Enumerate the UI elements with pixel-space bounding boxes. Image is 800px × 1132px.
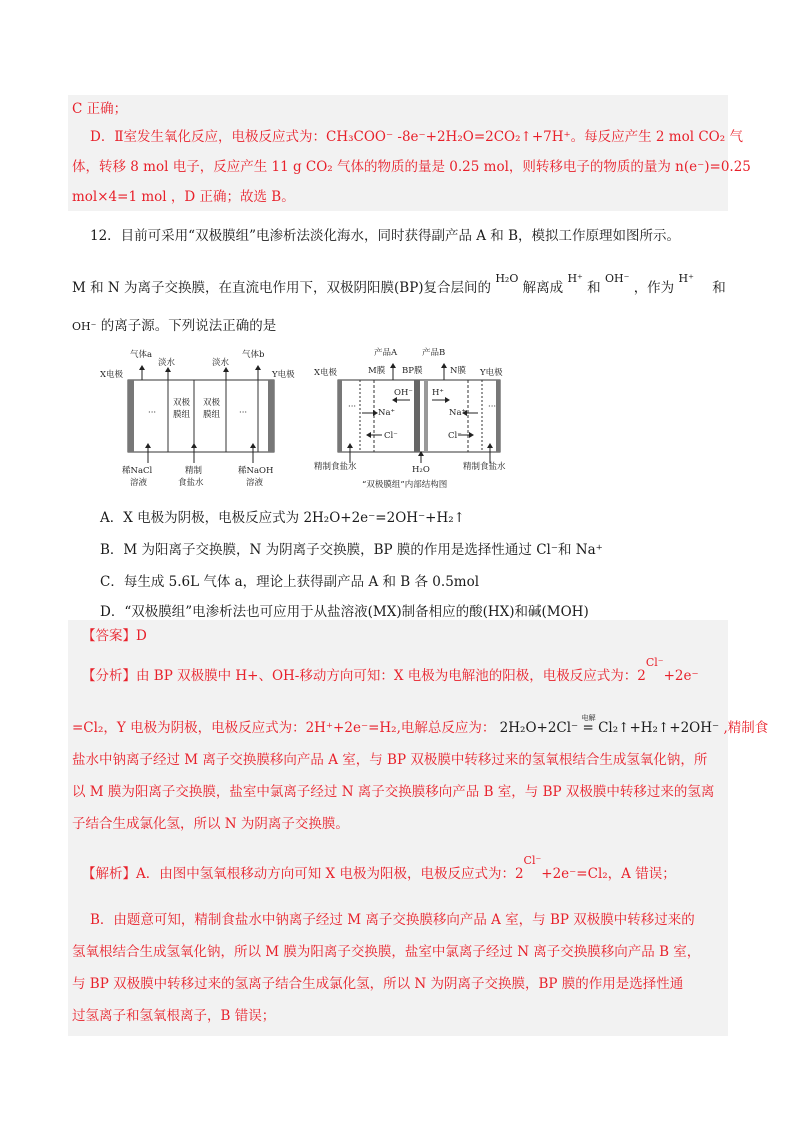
analysis-line-3: 盐水中钠离子经过 M 离子交换膜移向产品 A 室，与 BP 双极膜中转移过来的氢氧根结合生成氢氧化钠，所 (72, 752, 708, 768)
answer-line-3: 体，转移 8 mol 电子，反应产生 11 g CO₂ 气体的物质的量是 0.25 mol，则转移电子的物质的量为 n(e⁻)=0.25 (72, 159, 751, 175)
gas-a-label: 气体a (130, 350, 153, 360)
m-membrane-label: M膜 (368, 366, 386, 376)
option-c: C．每生成 5.6L 气体 a，理论上获得副产品 A 和 B 各 0.5mol (100, 574, 480, 590)
electrolysis-mark: 电解 (581, 714, 596, 722)
ohminus-ion: OH⁻ (604, 272, 630, 285)
analysis-line-2 (72, 714, 769, 738)
left-diagram (100, 349, 295, 488)
analysis-text-2a: =Cl₂，Y 电极为阴极，电极反应式为：2H⁺+2e⁻=H₂,电解总反应为： (72, 720, 496, 736)
bp-membrane-label: BP膜 (402, 366, 423, 376)
right-diagram (314, 347, 506, 490)
question-line-1: 12．目前可采用“双极膜组”电渗析法淡化海水，同时获得副产品 A 和 B，模拟工作原理如图所示。 (90, 228, 681, 244)
water-label: H₂O (412, 465, 430, 475)
question-line-3 (72, 316, 276, 337)
na-ion-left: Na⁺ (378, 408, 395, 418)
cl-sup-2: Cl⁻ (523, 854, 542, 867)
q2-text-b: 解离成 (522, 280, 564, 296)
product-a-label: 产品A (374, 348, 398, 358)
dots-right-right: ··· (488, 402, 497, 412)
fresh-water-1: 淡水 (158, 358, 176, 368)
dots-right-left: ··· (348, 402, 357, 412)
answer-line-2: D．Ⅱ室发生氧化反应，电极反应式为：CH₃COO⁻ -8e⁻+2H₂O=2CO₂↑+7H⁺。每反应产生 2 mol CO₂ 气 (90, 129, 743, 145)
q2-text-he: 和 (587, 280, 601, 296)
q2-text-c: ，作为 (633, 280, 675, 296)
bp-group-1-a: 双极 (173, 398, 191, 408)
diagram-caption: “双极膜组”内部结构图 (362, 480, 448, 490)
n-membrane-label: N膜 (450, 366, 466, 376)
analysis-line-1 (82, 656, 699, 687)
salt-water-right: 精制食盐水 (463, 462, 506, 472)
answer-line-1: C 正确； (72, 101, 128, 117)
gas-b-label: 气体b (242, 350, 265, 360)
explain-line-4: 与 BP 双极膜中转移过来的氢离子结合生成氯化氢，所以 N 为阴离子交换膜，BP 膜的作用是选择性通 (72, 976, 684, 992)
h-ion-label: H⁺ (432, 388, 444, 398)
na-ion-right: Na⁺ (449, 408, 466, 418)
nacl-label-2: 溶液 (130, 478, 148, 488)
product-b-label: 产品B (422, 348, 446, 358)
ohminus-ion-3: OH⁻ (72, 320, 97, 333)
cl-sup-1: Cl⁻ (645, 656, 664, 669)
bp-group-2-a: 双极 (203, 398, 221, 408)
q3-text: 的离子源。下列说法正确的是 (96, 318, 277, 334)
answer-line-4: mol×4=1 mol ，D 正确；故选 B。 (72, 189, 295, 205)
answer-label: 【答案】D (82, 628, 147, 644)
analysis-text-2b: ,精制食 (723, 720, 769, 736)
oh-ion-label: OH⁻ (394, 388, 413, 398)
total-equation (499, 714, 724, 736)
analysis-line-4: 以 M 膜为阳离子交换膜，盐室中氯离子经过 N 离子交换膜移向产品 B 室，与 BP 双极膜中转移过来的氢离 (72, 784, 715, 800)
cl-ion-left: Cl⁻ (384, 431, 398, 441)
nacl-label-1: 稀NaCl (122, 466, 153, 476)
salt-water-left: 精制食盐水 (314, 462, 357, 472)
cl-ion-right: Cl⁻ (448, 431, 462, 441)
x-electrode-plate (128, 380, 134, 452)
x-electrode-label-right: X电极 (314, 368, 338, 378)
salt-label-1: 精制 (185, 466, 203, 476)
analysis-line-5: 子结合生成氯化氢，所以 N 为阴离子交换膜。 (72, 816, 349, 832)
y-electrode-plate (268, 380, 274, 452)
explain-line-1 (82, 854, 676, 885)
option-b: B．M 为阳离子交换膜，N 为阴离子交换膜，BP 膜的作用是选择性通过 Cl⁻和 Na⁺ (100, 542, 603, 558)
dots-left: ··· (148, 408, 157, 418)
y-electrode-label-left: Y电极 (272, 370, 295, 380)
q2-text-a: M 和 N 为离子交换膜，在直流电作用下，双极阴阳膜(BP)复合层间的 (72, 280, 492, 296)
option-a: A．X 电极为阴极，电极反应式为 2H₂O+2e⁻=2OH⁻+H₂↑ (100, 510, 465, 526)
electrodialysis-diagram (100, 345, 538, 493)
solution-block (68, 620, 769, 1036)
explain-text-1: 【解析】A．由图中氢氧根移动方向可知 X 电极为阳极，电极反应式为：2 (82, 866, 524, 882)
analysis-text-1b: +2e⁻ (663, 668, 699, 684)
fresh-water-2: 淡水 (212, 358, 230, 368)
option-d: D．“双极膜组”电渗析法也可应用于从盐溶液(MX)制备相应的酸(HX)和碱(MOH) (100, 604, 589, 620)
explain-line-2: B．由题意可知，精制食盐水中钠离子经过 M 离子交换膜移向产品 A 室，与 BP 双极膜中转移过来的 (90, 912, 695, 928)
x-electrode-label-left: X电极 (100, 370, 124, 380)
explain-line-3: 氢氧根结合生成氢氧化钠，所以 M 膜为阳离子交换膜，盐室中氯离子经过 N 离子交换膜移向产品 B 室， (72, 944, 701, 960)
answer-continuation-block (68, 95, 751, 211)
salt-label-2: 食盐水 (178, 478, 204, 488)
total-equation-text: 2H₂O+2Cl⁻ = Cl₂↑+H₂↑+2OH⁻ (499, 720, 720, 736)
naoh-label-2: 溶液 (246, 478, 264, 488)
y-electrode-label-right: Y电极 (480, 368, 503, 378)
dots-right: ··· (239, 408, 248, 418)
naoh-label-1: 稀NaOH (238, 466, 274, 476)
hplus-ion: H⁺ (567, 272, 583, 285)
q2-text-he2: 和 (712, 280, 726, 296)
hplus-ion-2: H⁺ (678, 272, 694, 285)
explain-line-5: 过氢离子和氢氧根离子，B 错误； (72, 1008, 276, 1024)
question-line-2 (72, 272, 726, 299)
explain-text-1b: +2e⁻=Cl₂，A 错误； (541, 866, 676, 882)
h2o-formula: H₂O (495, 272, 519, 285)
bp-group-1-b: 膜组 (173, 410, 191, 420)
analysis-text-1: 【分析】由 BP 双极膜中 H+、OH-移动方向可知：X 电极为电解池的阳极，电极反应式为：2 (82, 668, 646, 684)
bp-group-2-b: 膜组 (203, 410, 221, 420)
